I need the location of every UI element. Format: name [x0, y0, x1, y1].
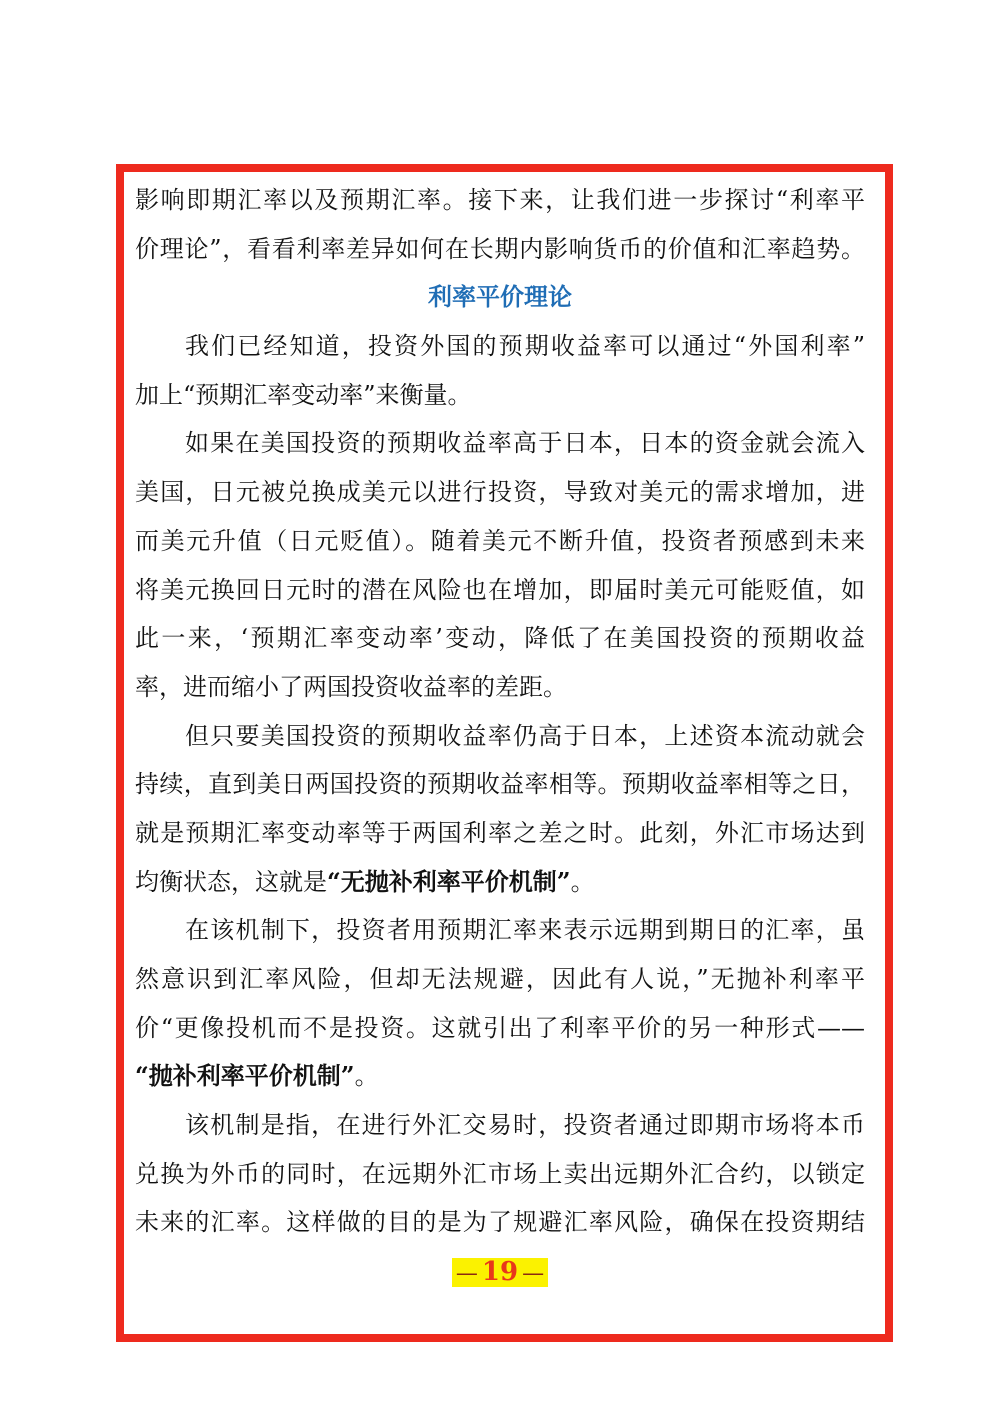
text-segment: 。 [354, 1062, 379, 1091]
bold-term: “无抛补利率平价机制” [327, 866, 571, 896]
text-line: 但只要美国投资的预期收益率仍高于日本，上述资本流动就会 [185, 721, 865, 750]
text-line: 加上“预期汇率变动率”来衡量。 [135, 380, 472, 409]
text-line: 价“更像投机而不是投资。这就引出了利率平价的另一种形式—— [135, 1013, 865, 1042]
text-line: 我们已经知道，投资外国的预期收益率可以通过“外国利率” [185, 332, 865, 361]
page-number-dash: — [522, 1261, 545, 1287]
bold-term: “抛补利率平价机制” [135, 1061, 355, 1091]
text-line: 在该机制下，投资者用预期汇率来表示远期到期日的汇率，虽 [185, 916, 865, 945]
text-line: 而美元升值（日元贬值）。随着美元不断升值，投资者预感到未来 [135, 526, 865, 555]
page-number-row [135, 1247, 865, 1296]
text-line: 然意识到汇率风险，但却无法规避，因此有人说，”无抛补利率平 [135, 965, 865, 993]
text-line: 如果在美国投资的预期收益率高于日本，日本的资金就会流入 [185, 429, 865, 458]
text-line: 兑换为外币的同时，在远期外汇市场上卖出远期外汇合约，以锁定 [135, 1159, 865, 1188]
text-segment: 。 [570, 867, 595, 896]
text-line: 美国，日元被兑换成美元以进行投资，导致对美元的需求增加，进 [135, 478, 865, 507]
text-line: 此一来，‘预期汇率变动率’变动，降低了在美国投资的预期收益 [135, 624, 865, 653]
text-line [135, 858, 865, 907]
text-line: 持续，直到美日两国投资的预期收益率相等。预期收益率相等之日， [135, 770, 865, 799]
text-line: 该机制是指，在进行外汇交易时，投资者通过即期市场将本币 [185, 1111, 865, 1140]
text-segment: 均衡状态，这就是 [135, 867, 327, 896]
text-line: 就是预期汇率变动率等于两国利率之差之时。此刻，外汇市场达到 [135, 818, 865, 847]
text-line: 将美元换回日元时的潜在风险也在增加，即届时美元可能贬值，如 [135, 575, 865, 604]
text-line [135, 1052, 865, 1101]
text-line: 影响即期汇率以及预期汇率。接下来，让我们进一步探讨“利率平 [135, 186, 865, 214]
text-line: 价理论”，看看利率差异如何在长期内影响货币的价值和汇率趋势。 [135, 234, 865, 263]
page-number [452, 1258, 548, 1287]
text-line: 未来的汇率。这样做的目的是为了规避汇率风险，确保在投资期结 [135, 1208, 865, 1237]
page-number-dash: — [455, 1261, 478, 1287]
page-number-value: 19 [481, 1257, 519, 1288]
text-line: 率，进而缩小了两国投资收益率的差距。 [135, 672, 567, 701]
body-text [135, 176, 865, 1296]
section-heading: 利率平价理论 [428, 282, 572, 312]
